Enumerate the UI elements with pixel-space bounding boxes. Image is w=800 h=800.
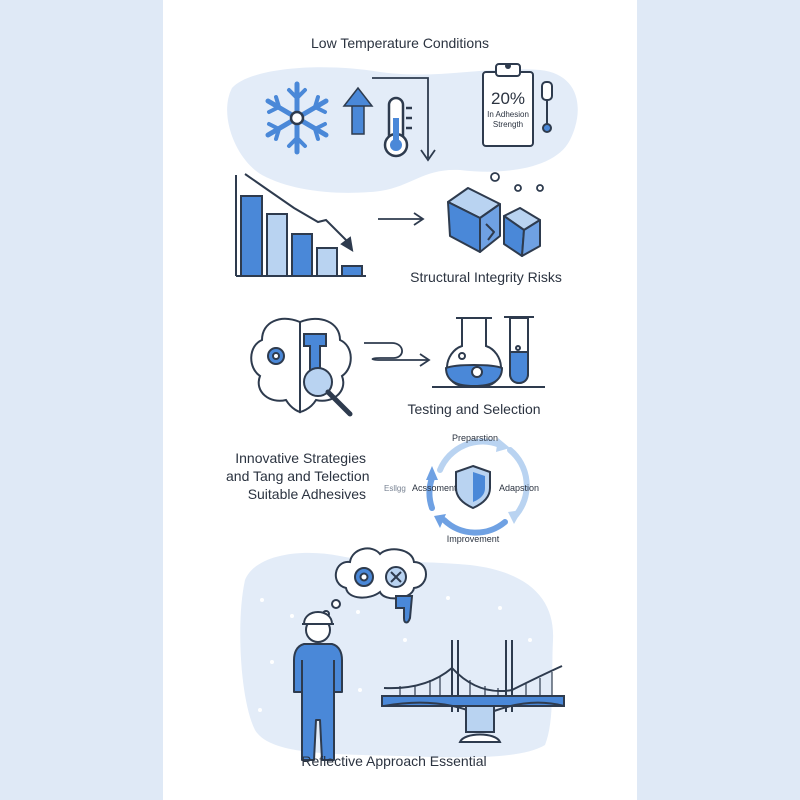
test-tube-icon [504, 317, 534, 383]
cycle-label-left: Acssoment [412, 483, 457, 493]
footer-label: Reflective Approach Essential [301, 753, 487, 769]
debris-dots [491, 173, 543, 191]
curved-arrow [364, 343, 429, 366]
right-arrow [378, 213, 423, 225]
broken-cube-icon [448, 188, 540, 256]
strategies-line-2: and Tang and Telection [226, 468, 370, 484]
testing-selection-label: Testing and Selection [407, 401, 541, 417]
strategies-line-1: Innovative Strategies [235, 450, 366, 466]
cycle-label-left-prefix: Esllgg [384, 484, 406, 493]
structural-integrity-label: Structural Integrity Risks [410, 269, 562, 285]
cycle-label-top: Preparstion [451, 433, 499, 443]
clipboard-caption-line2: Strength [492, 120, 524, 129]
cycle-label-right: Adapstion [499, 483, 540, 493]
cycle-label-bottom: Improvement [446, 534, 500, 544]
clipboard-caption-line1: In Adhesion [487, 110, 529, 119]
page-title: Low Temperature Conditions [311, 35, 489, 51]
shield-icon [456, 466, 490, 508]
clipboard-value: 20% [490, 89, 526, 108]
brain-wrench-icon [251, 319, 351, 414]
strategies-line-3: Suitable Adhesives [247, 486, 366, 502]
